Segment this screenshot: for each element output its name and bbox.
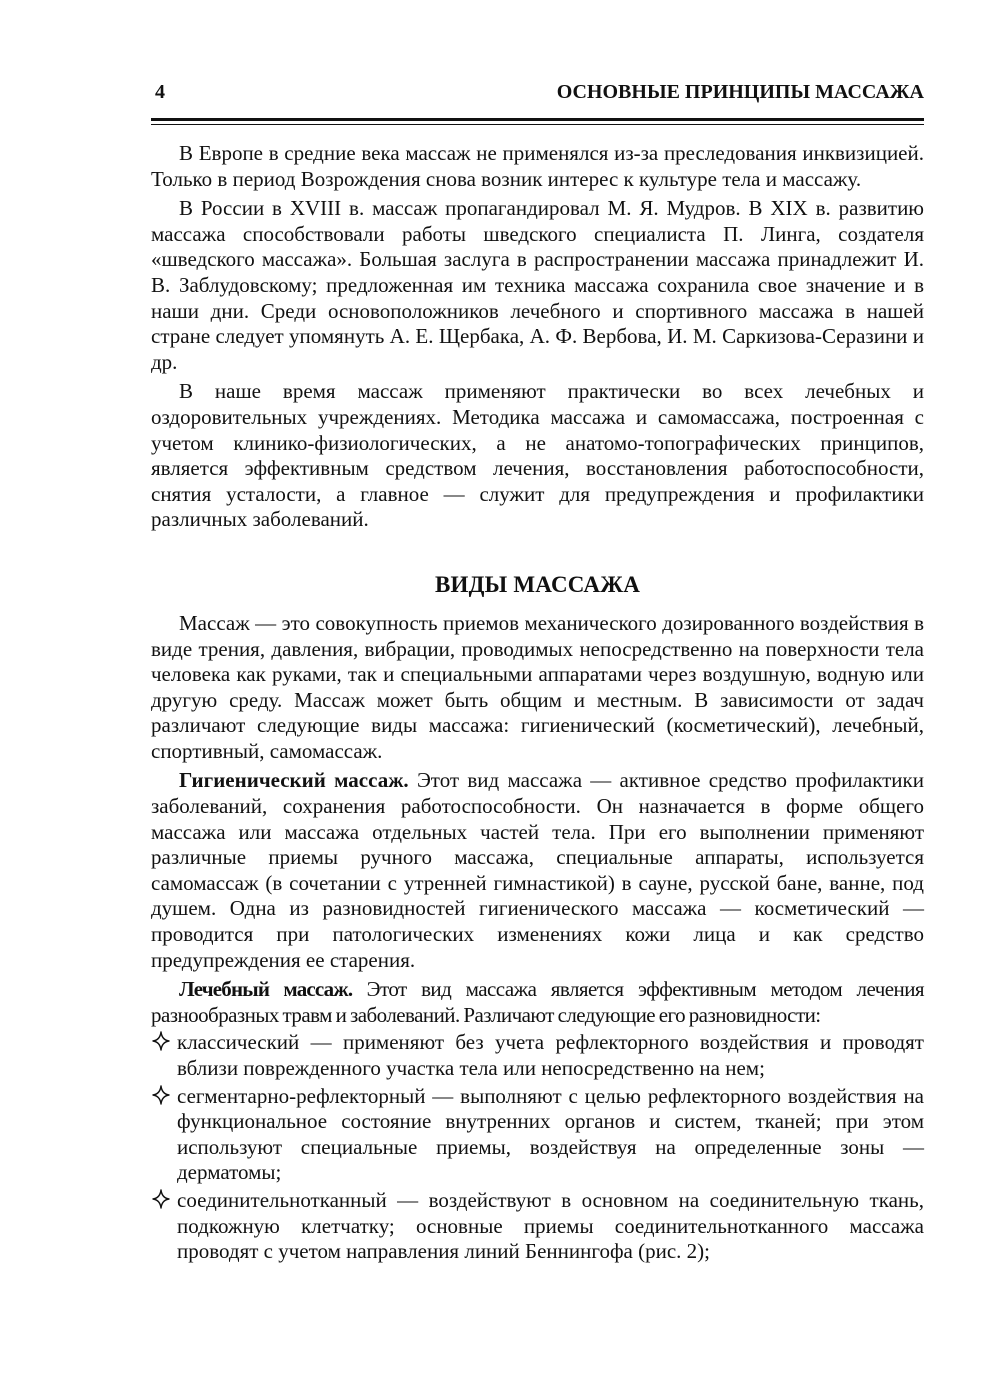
header-rule — [151, 118, 924, 125]
page-number: 4 — [155, 81, 165, 103]
list-item — [177, 1188, 924, 1265]
header-rule-thin — [151, 124, 924, 125]
intro-paragraph-europe: В Европе в средние века массаж не применялся из-за преследования инквизицией. Только в период Возрождения снова возник интерес к культуре тела и массажу. — [151, 141, 924, 191]
four-point-star-outline-icon — [151, 1084, 171, 1106]
hygienic-massage-term: Гигиенический массаж. — [179, 768, 409, 793]
variety-segmental-reflex: сегментарно-рефлекторный — выполняют с целью рефлекторного воздействия на функциональное состояние внутренних органов и систем, тканей; при этом используют специальные приемы, воздействуя на определенные зоны — дерматомы; — [177, 1083, 924, 1185]
therapeutic-massage-term: Лечебный массаж. — [179, 977, 353, 1002]
massage-varieties-list — [151, 1030, 924, 1264]
intro-paragraph-russia: В России в XVIII в. массаж пропагандировал М. Я. Мудров. В XIX в. развитию массажа способствовали работы шведского специалиста П. Линга, создателя «шведского массажа». Большая заслуга в распространении массажа принадлежит И. В. Заблудовскому; предложенная им техника массажа сохранила свое значение и в наши дни. Среди основоположников лечебного и спортивного массажа в нашей стране следует упомянуть А. Е. Щербака, А. Ф. Вербова, И. М. Саркизова-Серазини и др. — [151, 196, 924, 374]
running-title: ОСНОВНЫЕ ПРИНЦИПЫ МАССАЖА — [556, 81, 924, 103]
hygienic-massage-paragraph — [151, 768, 924, 973]
list-item — [177, 1030, 924, 1081]
massage-definition: Массаж — это совокупность приемов механического дозированного воздействия в виде трения, давления, вибрации, проводимых непосредственно на поверхности тела человека как руками, так и специальными аппаратами через воздушную, водную или другую среду. Массаж может быть общим и местным. В зависимости от задач различают следующие виды массажа: гигиенический (косметический), лечебный, спортивный, самомассаж. — [151, 610, 924, 763]
hygienic-massage-text: Этот вид массажа — активное средство профилактики заболеваний, сохранения работоспособности. Он назначается в форме общего массажа или массажа отдельных частей тела. При его выполнении применяют различные приемы ручного массажа, специальные аппараты, используется самомассаж (в сочетании с утренней гимнастикой) в сауне, русской бане, ванне, под душем. Одна из разновидностей гигиенического массажа — косметический — проводится при патологических изменениях кожи лица и как средство предупреждения ее старения. — [151, 768, 924, 972]
header-rule-thick — [151, 118, 924, 121]
page-body — [151, 141, 924, 1265]
intro-paragraph-modern: В наше время массаж применяют практически во всех лечебных и оздоровительных учреждениях. Методика массажа и самомассажа, построенная с учетом клинико-физиологических, а не анатомо-топографических принципов, является эффективным средством лечения, восстановления работоспособности, снятия усталости, а главное — служит для предупреждения и профилактики различных заболеваний. — [151, 379, 924, 532]
therapeutic-massage-text: Этот вид массажа является эффективным методом лечения разнообразных травм и заболеваний. Различают следующие его разновидности: — [151, 977, 924, 1027]
variety-classic: классический — применяют без учета рефлекторного воздействия и проводят вблизи поврежденного участка тела или непосредственно на нем; — [177, 1030, 924, 1080]
running-header — [151, 80, 924, 104]
four-point-star-outline-icon — [151, 1188, 171, 1210]
variety-connective-tissue: соединительнотканный — воздействуют в основном на соединительную ткань, подкожную клетчатку; основные приемы соединительнотканного массажа проводят с учетом направления линий Беннингофа (рис. 2); — [177, 1187, 924, 1264]
therapeutic-massage-paragraph — [151, 977, 924, 1028]
four-point-star-outline-icon — [151, 1030, 171, 1052]
section-title: ВИДЫ МАССАЖА — [435, 571, 640, 597]
list-item — [177, 1084, 924, 1186]
